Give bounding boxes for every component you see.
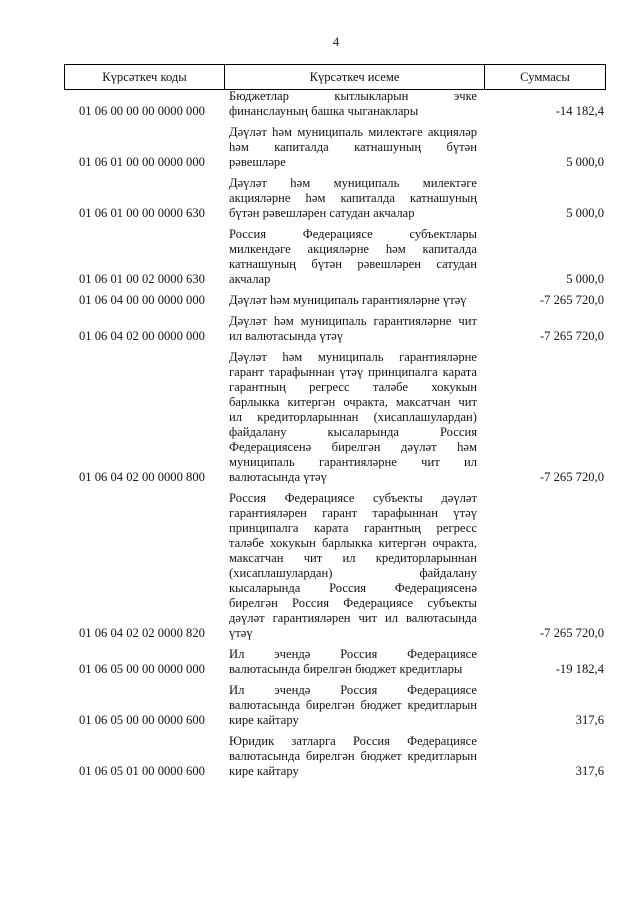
indicator-name bbox=[229, 227, 477, 287]
indicator-name-line: Дәүләт һәм муниципаль гарантияләрне үтәү bbox=[229, 293, 467, 307]
indicator-code: 01 06 04 02 00 0000 000 bbox=[79, 329, 205, 343]
indicator-name-line: Федерациясенә бирелгән дәүләт һәм bbox=[229, 440, 477, 454]
indicator-name-line: кире кайтару bbox=[229, 764, 299, 778]
table-row bbox=[64, 89, 606, 119]
indicator-name-line: кысаларында Россия Федерациясенә bbox=[229, 581, 477, 595]
indicator-code: 01 06 04 02 00 0000 800 bbox=[79, 470, 205, 484]
table-row bbox=[64, 170, 606, 221]
amount: -7 265 720,0 bbox=[539, 293, 604, 307]
indicator-name bbox=[229, 293, 477, 308]
indicator-code: 01 06 04 02 02 0000 820 bbox=[79, 626, 205, 640]
indicator-name-line: ил валютасында үтәү bbox=[229, 329, 344, 343]
indicator-name bbox=[229, 125, 477, 170]
indicator-name-line: гарантияләрен гарант тарафыннан үтәү bbox=[229, 506, 477, 520]
amount: 5 000,0 bbox=[566, 206, 604, 220]
indicator-name-line: ил кредиторларыннан (хисаплашулардан) bbox=[229, 410, 477, 424]
amount: -14 182,4 bbox=[555, 104, 604, 118]
indicator-code: 01 06 00 00 00 0000 000 bbox=[79, 104, 205, 118]
indicator-name-line: үтәү bbox=[229, 626, 253, 640]
indicator-name-line: акцияләрне һәм капиталда катнашуның bbox=[229, 191, 477, 205]
amount: -7 265 720,0 bbox=[539, 626, 604, 640]
indicator-name-line: Дәүләт һәм муниципаль милектәге bbox=[229, 176, 477, 190]
amount: -19 182,4 bbox=[555, 662, 604, 676]
table-row bbox=[64, 677, 606, 728]
table-row bbox=[64, 221, 606, 287]
amount: -7 265 720,0 bbox=[539, 329, 604, 343]
indicator-name-line: милкендәге акцияләрне һәм капиталда bbox=[229, 242, 477, 256]
indicator-name-line: һәм капиталда катнашуның бүтән bbox=[229, 140, 477, 154]
indicator-name-line: бүтән рәвешләрен сатудан акчалар bbox=[229, 206, 415, 220]
table-body bbox=[64, 89, 606, 779]
table-header bbox=[64, 64, 606, 90]
indicator-name bbox=[229, 89, 477, 119]
indicator-name-line: кире кайтару bbox=[229, 713, 299, 727]
indicator-name-line: барлыкка китергән очракта, максатчан чит bbox=[229, 395, 477, 409]
indicator-name-line: муниципаль гарантияләрне чит ил bbox=[229, 455, 477, 469]
table-row bbox=[64, 728, 606, 779]
indicator-name-line: Ил эчендә Россия Федерациясе bbox=[229, 647, 477, 661]
indicator-name-line: валютасында бирелгән бюджет кредитлары bbox=[229, 662, 463, 676]
indicator-name-line: катнашуның бүтән рәвешләрен сатудан bbox=[229, 257, 477, 271]
indicator-name-line: бирелгән Россия Федерациясе субъекты bbox=[229, 596, 477, 610]
header-amount: Суммасы bbox=[520, 69, 570, 84]
indicator-name bbox=[229, 314, 477, 344]
indicator-name-line: файдалану кысаларында Россия bbox=[229, 425, 477, 439]
indicator-name-line: валютасында бирелгән бюджет кредитларын bbox=[229, 749, 477, 763]
indicator-name-line: (хисаплашулардан) файдалану bbox=[229, 566, 477, 580]
indicator-name bbox=[229, 647, 477, 677]
indicator-name bbox=[229, 176, 477, 221]
indicator-code: 01 06 05 01 00 0000 600 bbox=[79, 764, 205, 778]
amount: 5 000,0 bbox=[566, 272, 604, 286]
indicator-name-line: валютасында бирелгән бюджет кредитларын bbox=[229, 698, 477, 712]
indicator-name-line: Ил эчендә Россия Федерациясе bbox=[229, 683, 477, 697]
indicator-name-line: Россия Федерациясе субъектлары bbox=[229, 227, 477, 241]
indicator-name-line: Бюджетлар кытлыкларын эчке bbox=[229, 89, 477, 103]
header-indicator-name: Күрсәткеч исеме bbox=[225, 65, 485, 89]
table-row bbox=[64, 641, 606, 677]
indicator-name-line: валютасында үтәү bbox=[229, 470, 327, 484]
indicator-name-line: Россия Федерациясе субъекты дәүләт bbox=[229, 491, 477, 505]
table-row bbox=[64, 119, 606, 170]
indicator-name-line: максатчан чит ил кредиторларыннан bbox=[229, 551, 477, 565]
amount: 317,6 bbox=[575, 713, 604, 727]
indicator-name-line: гарант тарафыннан үтәү принципалга карата bbox=[229, 365, 477, 379]
table-row bbox=[64, 287, 606, 308]
indicator-name-line: Дәүләт һәм муниципаль гарантияләрне чит bbox=[229, 314, 477, 328]
indicator-code: 01 06 01 00 00 0000 000 bbox=[79, 155, 205, 169]
budget-table bbox=[64, 64, 606, 779]
page-number: 4 bbox=[332, 35, 340, 49]
indicator-code: 01 06 01 00 02 0000 630 bbox=[79, 272, 205, 286]
indicator-name bbox=[229, 734, 477, 779]
table-row bbox=[64, 344, 606, 485]
header-indicator-code: Күрсәткеч коды bbox=[65, 65, 225, 89]
indicator-name-line: Юридик затларга Россия Федерациясе bbox=[229, 734, 477, 748]
amount: -7 265 720,0 bbox=[539, 470, 604, 484]
indicator-code: 01 06 04 00 00 0000 000 bbox=[79, 293, 205, 307]
indicator-name-line: акчалар bbox=[229, 272, 271, 286]
indicator-name-line: рәвешләре bbox=[229, 155, 286, 169]
indicator-name-line: принципалга карата гарантның регресс bbox=[229, 521, 477, 535]
indicator-code: 01 06 05 00 00 0000 600 bbox=[79, 713, 205, 727]
indicator-name-line: Дәүләт һәм муниципаль гарантияләрне bbox=[229, 350, 477, 364]
indicator-name bbox=[229, 350, 477, 485]
indicator-name-line: гарантның регресс таләбе хокукын bbox=[229, 380, 477, 394]
amount: 5 000,0 bbox=[566, 155, 604, 169]
indicator-name bbox=[229, 683, 477, 728]
indicator-name-line: дәүләт гарантияләрен чит ил валютасында bbox=[229, 611, 477, 625]
indicator-name bbox=[229, 491, 477, 641]
indicator-code: 01 06 05 00 00 0000 000 bbox=[79, 662, 205, 676]
indicator-name-line: Дәүләт һәм муниципаль милектәге акцияләр bbox=[229, 125, 477, 139]
table-row bbox=[64, 485, 606, 641]
indicator-name-line: финанслауның башка чыганаклары bbox=[229, 104, 419, 118]
indicator-name-line: таләбе хокукын барлыкка китергән очракта, bbox=[229, 536, 477, 550]
table-row bbox=[64, 308, 606, 344]
indicator-code: 01 06 01 00 00 0000 630 bbox=[79, 206, 205, 220]
amount: 317,6 bbox=[575, 764, 604, 778]
